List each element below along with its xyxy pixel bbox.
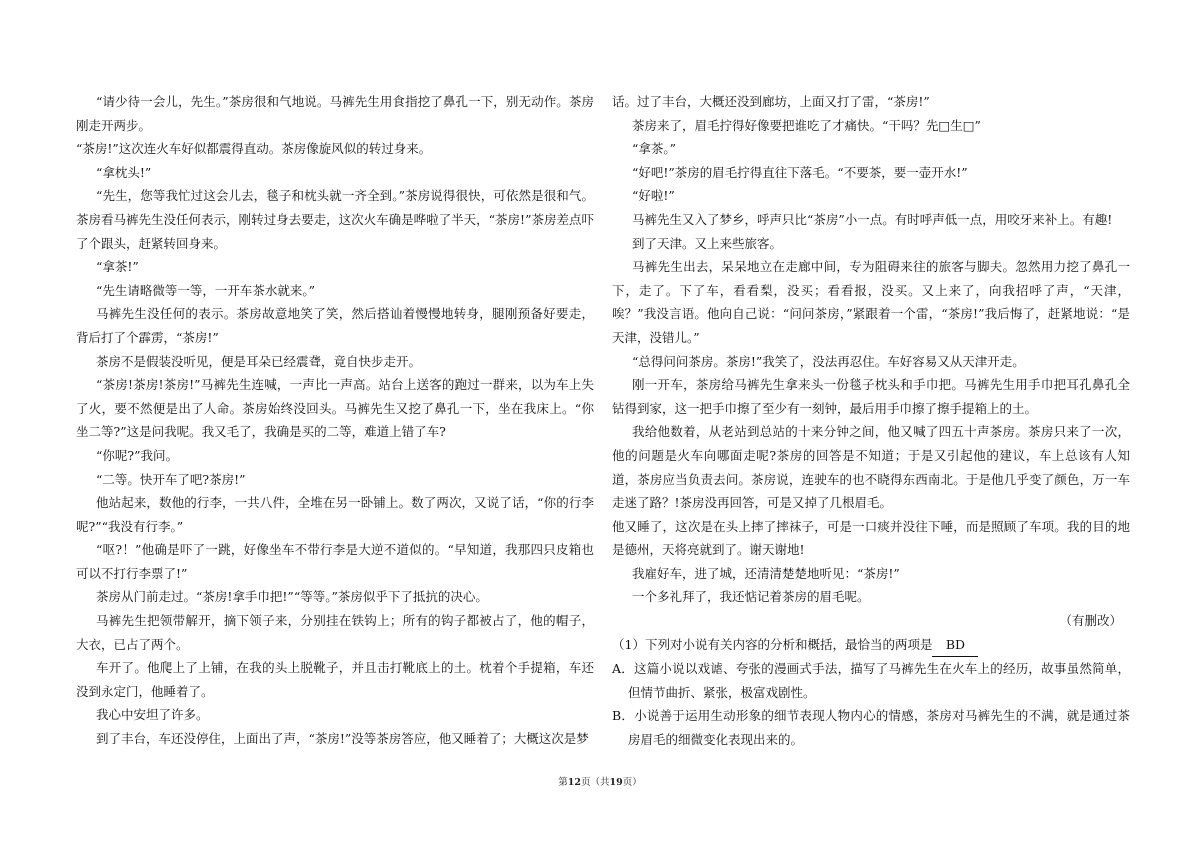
paragraph: 他又睡了，这次是在头上摔了摔袜子，可是一口痰并没往下唾，而是照顾了车项。我的目的地是德州，天将亮就到了。谢天谢地!: [612, 518, 1130, 558]
paragraph: “茶房!”这次连火车好似都震得直动。茶房像旋风似的转过身来。: [76, 141, 432, 157]
paragraph: 他站起来，数他的行李，一共八件，全堆在另一卧铺上。数了两次，又说了话，“你的行李呢?”“我没有行李。”: [76, 495, 594, 534]
question-answer: BD: [932, 633, 978, 658]
paragraph: 马裤先生出去，呆呆地立在走廊中间，专为阻碍来往的旅客与脚夫。忽然用力挖了鼻孔一下，走了。下了车，看看梨，没买；看看报，没买。又上来了，向我招呼了声，“天津，唉？”我没言语。他向自己说：“问问茶房，”紧跟着一个雷，“茶房!”我后悔了，赶紧地说：“是天津，没错儿。”: [612, 259, 1130, 345]
paragraph: 茶房从门前走过。“茶房!拿手巾把!”“等等。”茶房似乎下了抵抗的决心。: [96, 589, 488, 605]
question-options: [612, 657, 1130, 751]
paragraph: 车开了。他爬上了上铺，在我的头上脱靴子，并且击打靴底上的土。枕着个手提箱，车还没到永定门，他睡着了。: [76, 660, 594, 699]
paragraph: “二等。快开车了吧?茶房!”: [96, 471, 246, 487]
paragraph: 到了丰台，车还没停住，上面出了声，“茶房!”没等茶房答应，他又睡着了；大概这次是梦: [96, 731, 589, 747]
right-column: [612, 90, 1130, 752]
paragraph: “拿茶!”: [96, 259, 139, 275]
footer-prefix: 第: [558, 777, 568, 788]
page-footer: [0, 774, 1200, 788]
paragraph: “先生请略微等一等，一开车茶水就来。”: [96, 282, 316, 298]
paragraph: “先生，您等我忙过这会儿去，毯子和枕头就一齐全到。”茶房说得很快，可依然是很和气。茶房看马裤先生没任何表示，刚转过身去要走，这次火车确是哗啦了半天，“茶房!”茶房差点吓了个跟头，赶紧转回身来。: [76, 188, 594, 251]
paragraph: “茶房!茶房!茶房!”马裤先生连喊，一声比一声高。站台上送客的跑过一群来，以为车上失了火，要不然便是出了人命。茶房始终没回头。马裤先生又挖了鼻孔一下，坐在我床上。“你坐二等?”这是问我呢。我又毛了，我确是买的二等，难道上错了车?: [76, 377, 594, 440]
paragraph: 茶房不是假装没听见，便是耳朵已经震聋，竟自快步走开。: [96, 353, 422, 369]
question-option: A．这篇小说以戏谑、夸张的漫画式手法，描写了马裤先生在火车上的经历，故事虽然简单，但情节曲折、紧张，极富戏剧性。: [612, 661, 1130, 700]
paragraph: 话。过了丰台，大概还没到廊坊，上面又打了雷，“茶房!”: [612, 94, 930, 109]
footer-page-number: 12: [567, 777, 581, 788]
footer-suffix: 页）: [622, 777, 642, 788]
paragraph: 我给他数着，从老站到总站的十来分钟之间，他又喊了四五十声茶房。茶房只来了一次，他的问题是火车向哪面走呢?茶房的回答是不知道；于是又引起他的建议，车上总该有人知道，茶房应当负责去问。茶房说，连驶车的也不晓得东西南北。于是他几乎变了颜色，万一车走迷了路？!茶房没再回答，可是又掉了几根眉毛。: [612, 424, 1130, 511]
paragraph: 茶房来了，眉毛拧得好像要把谁吃了才痛快。“干吗？先□生□”: [632, 117, 981, 133]
paragraph: 刚一开车，茶房给马裤先生拿来头一份毯子枕头和手巾把。马裤先生用手巾把耳孔鼻孔全钻得到家，这一把手巾擦了至少有一刻钟，最后用手巾擦了擦手提箱上的土。: [612, 377, 1130, 416]
footer-total-pages: 19: [609, 777, 623, 788]
footer-middle: 页（共: [580, 777, 610, 788]
paragraph: 马裤先生没任何的表示。茶房故意地笑了笑，然后搭讪着慢慢地转身，腿刚预备好要走，背后打了个霹雳，“茶房!”: [76, 306, 594, 345]
paragraph: 马裤先生把领带解开，摘下领子来，分别挂在铁钩上；所有的钩子都被占了，他的帽子，大衣，已占了两个。: [76, 613, 594, 652]
paragraph: “拿茶。”: [632, 141, 677, 157]
paragraph: “你呢?”我问。: [96, 447, 178, 463]
paragraph: “呕?！”他确是吓了一跳，好像坐车不带行李是大逆不道似的。“早知道，我那四只皮箱也可以不打行李票了!”: [76, 542, 594, 581]
paragraph: “好啦!”: [632, 188, 675, 204]
paragraph: 马裤先生又入了梦乡，呼声只比“茶房”小一点。有时呼声低一点，用咬牙来补上。有趣!: [632, 211, 1113, 227]
question-prompt: [612, 633, 1130, 658]
paragraph: 我雇好车，进了城，还清清楚楚地听见：“茶房!”: [632, 565, 900, 581]
question-text: （1）下列对小说有关内容的分析和概括，最恰当的两项是: [612, 636, 933, 652]
paragraph: “好吧!”茶房的眉毛拧得直往下落毛。“不要茶，要一壶开水!”: [632, 164, 968, 180]
paragraph: “拿枕头!”: [96, 164, 152, 180]
paragraph: “请少待一会儿，先生。”茶房很和气地说。马裤先生用食指挖了鼻孔一下，别无动作。茶房刚走开两步。: [76, 94, 594, 133]
paragraph: 我心中安坦了许多。: [96, 707, 209, 723]
paragraph: 一个多礼拜了，我还惦记着茶房的眉毛呢。: [632, 589, 870, 605]
right-paragraphs: [612, 90, 1130, 609]
paragraph: “总得问问茶房。茶房!”我笑了，没法再忍住。车好容易又从天津开走。: [632, 353, 1025, 369]
paragraph: 到了天津。又上来些旅客。: [632, 235, 783, 251]
question-option: B．小说善于运用生动形象的细节表现人物内心的情感，茶房对马裤先生的不满，就是通过茶房眉毛的细微变化表现出来的。: [612, 708, 1130, 748]
source-note: （有删改）: [1059, 613, 1122, 629]
left-column: [76, 90, 594, 751]
